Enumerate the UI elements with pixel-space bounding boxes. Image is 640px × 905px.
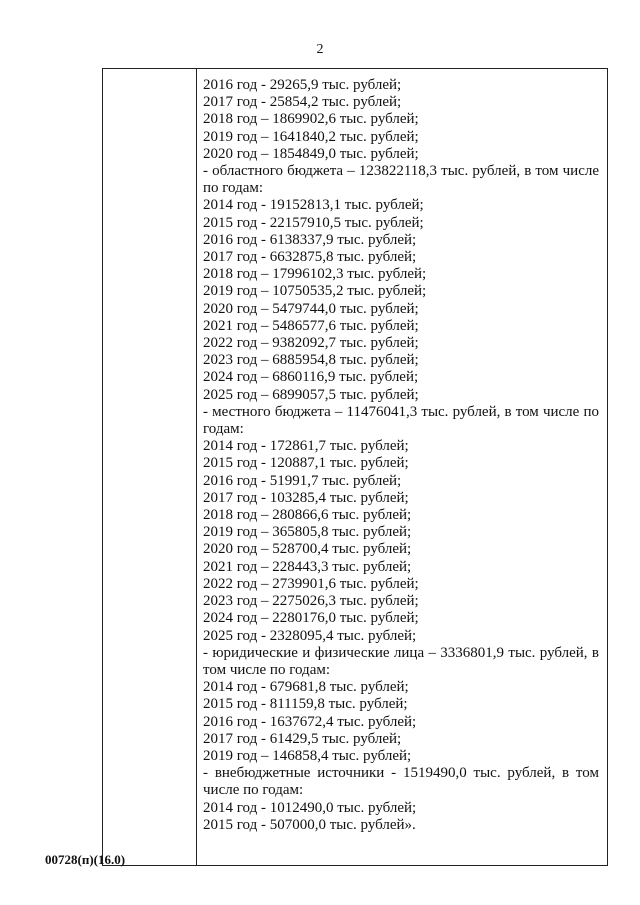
- funding-line: 2018 год – 280866,6 тыс. рублей;: [203, 507, 412, 524]
- funding-line: 2019 год – 365805,8 тыс. рублей;: [203, 524, 412, 541]
- funding-line: 2017 год - 25854,2 тыс. рублей;: [203, 94, 402, 111]
- funding-line: 2016 год - 29265,9 тыс. рублей;: [203, 77, 402, 93]
- funding-source-heading: - внебюджетные источники - 1519490,0 тыс. рублей, в том числе по годам:: [203, 765, 599, 799]
- page-number: 2: [316, 42, 324, 57]
- funding-line: 2021 год – 228443,3 тыс. рублей;: [203, 558, 412, 575]
- funding-text: [203, 77, 599, 834]
- funding-line: 2019 год – 146858,4 тыс. рублей;: [203, 747, 412, 764]
- funding-line: 2022 год – 9382092,7 тыс. рублей;: [203, 335, 419, 352]
- funding-line: 2017 год - 103285,4 тыс. рублей;: [203, 489, 409, 506]
- funding-line: 2023 год – 2275026,3 тыс. рублей;: [203, 593, 419, 610]
- funding-line: 2016 год - 6138337,9 тыс. рублей;: [203, 231, 417, 248]
- funding-line: 2016 год - 51991,7 тыс. рублей;: [203, 472, 402, 489]
- funding-line: 2016 год - 1637672,4 тыс. рублей;: [203, 713, 417, 730]
- funding-line: 2015 год - 120887,1 тыс. рублей;: [203, 455, 409, 472]
- funding-line: 2019 год – 10750535,2 тыс. рублей;: [203, 283, 427, 300]
- funding-line: 2023 год – 6885954,8 тыс. рублей;: [203, 352, 419, 369]
- program-table: [102, 68, 608, 866]
- funding-line: 2019 год – 1641840,2 тыс. рублей;: [203, 128, 419, 145]
- funding-line: 2018 год – 1869902,6 тыс. рублей;: [203, 111, 419, 128]
- funding-line: 2015 год - 811159,8 тыс. рублей;: [203, 696, 408, 713]
- funding-source-heading: - местного бюджета – 11476041,3 тыс. рублей, в том числе по годам:: [203, 403, 599, 438]
- funding-line: 2014 год - 19152813,1 тыс. рублей;: [203, 197, 424, 214]
- funding-line: 2025 год – 6899057,5 тыс. рублей;: [203, 386, 419, 403]
- funding-line: 2017 год - 61429,5 тыс. рублей;: [203, 730, 402, 747]
- funding-line: 2014 год - 1012490,0 тыс. рублей;: [203, 799, 417, 816]
- funding-source-heading: - юридические и физические лица – 3336801,9 тыс. рублей, в том числе по годам:: [203, 644, 599, 678]
- funding-line: 2020 год – 1854849,0 тыс. рублей;: [203, 145, 419, 162]
- funding-line: 2022 год – 2739901,6 тыс. рублей;: [203, 575, 419, 592]
- funding-line: 2015 год - 22157910,5 тыс. рублей;: [203, 214, 424, 231]
- funding-source-heading: - областного бюджета – 123822118,3 тыс. рублей, в том числе по годам:: [203, 163, 599, 197]
- column-divider: [196, 69, 197, 865]
- funding-line: 2017 год - 6632875,8 тыс. рублей;: [203, 249, 417, 266]
- funding-line: 2021 год – 5486577,6 тыс. рублей;: [203, 317, 419, 334]
- funding-line: 2025 год - 2328095,4 тыс. рублей;: [203, 627, 417, 644]
- funding-line: 2020 год – 5479744,0 тыс. рублей;: [203, 300, 419, 317]
- funding-line: 2014 год - 172861,7 тыс. рублей;: [203, 438, 409, 455]
- funding-line: 2024 год – 6860116,9 тыс. рублей;: [203, 369, 419, 386]
- funding-line: 2020 год – 528700,4 тыс. рублей;: [203, 541, 412, 558]
- funding-line: 2018 год – 17996102,3 тыс. рублей;: [203, 266, 427, 283]
- funding-line: 2024 год – 2280176,0 тыс. рублей;: [203, 610, 419, 627]
- funding-line: 2014 год - 679681,8 тыс. рублей;: [203, 679, 409, 696]
- funding-line: 2015 год - 507000,0 тыс. рублей».: [203, 816, 416, 833]
- document-code: 00728(п)(16.0): [45, 852, 126, 867]
